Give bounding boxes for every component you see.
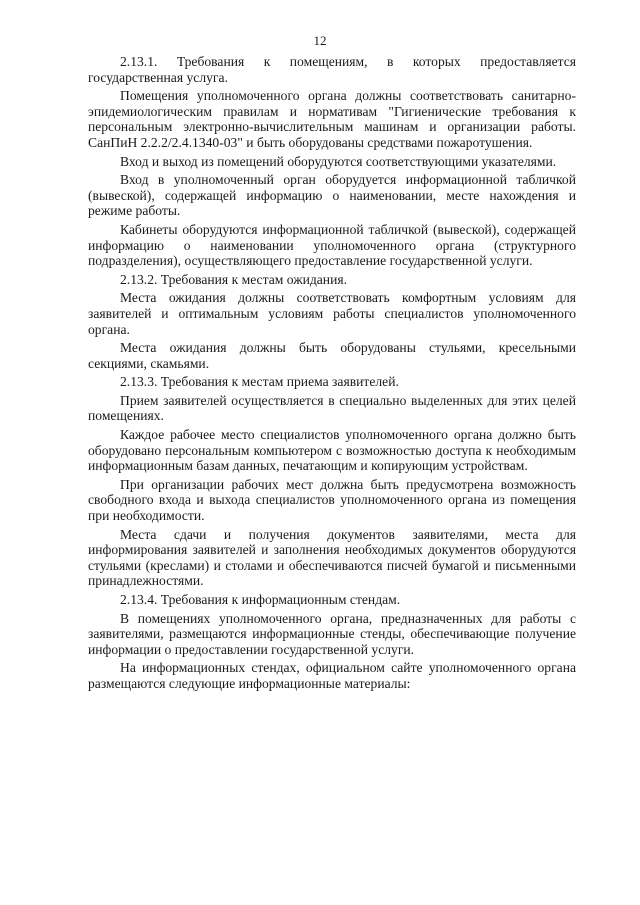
paragraph-waiting-comfort: Места ожидания должны соответствовать комфортным условиям для заявителей и оптимальным условиям работы специалистов уполномоченного органа. — [88, 290, 576, 337]
paragraph-entrance-plate: Вход в уполномоченный орган оборудуется информационной табличкой (вывеской), содержащей информацию о наименовании, месте нахождения и режиме работы. — [88, 172, 576, 219]
paragraph-2-13-1-heading: 2.13.1. Требования к помещениям, в которых предоставляется государственная услуга. — [88, 54, 576, 85]
paragraph-waiting-furniture: Места ожидания должны быть оборудованы стульями, кресельными секциями, скамьями. — [88, 340, 576, 371]
paragraph-2-13-4-heading: 2.13.4. Требования к информационным стендам. — [120, 592, 401, 607]
paragraph-workplace-equipment: Каждое рабочее место специалистов уполномоченного органа должно быть оборудовано персональным компьютером с возможностью доступа к необходимым информационным базам данных, печатающим и копирующим устройствам. — [88, 427, 576, 474]
paragraph-2-13-2-heading: 2.13.2. Требования к местам ожидания. — [120, 271, 348, 287]
paragraph-entrance-signs: Вход и выход из помещений оборудуются соответствующими указателями. — [120, 153, 557, 169]
paragraph-info-stands: В помещениях уполномоченного органа, предназначенных для работы с заявителями, размещаются информационные стенды, обеспечивающие получение информации о предоставлении государственной услуги. — [88, 610, 576, 657]
page-number: 12 — [313, 33, 327, 48]
paragraph-workplace-access: При организации рабочих мест должна быть предусмотрена возможность свободного входа и выхода специалистов уполномоченного органа из помещения при необходимости. — [88, 476, 576, 524]
paragraph-info-materials: На информационных стендах, официальном сайте уполномоченного органа размещаются следующие информационные материалы: — [88, 660, 576, 691]
paragraph-sanitary-requirements: Помещения уполномоченного органа должны соответствовать санитарно-эпидемиологическим правилам и нормативам "Гигиенические требования к персональным электронно-вычислительным машинам и организации работы. СанПиН 2.2.2/2.4.1340-03" и быть оборудованы средствами пожаротушения. — [88, 88, 576, 150]
paragraph-cabinet-plates: Кабинеты оборудуются информационной табличкой (вывеской), содержащей информацию о наименовании уполномоченного органа (структурного подразделения), осуществляющего предоставление государственной услуги. — [88, 221, 576, 269]
paragraph-2-13-3-heading: 2.13.3. Требования к местам приема заявителей. — [120, 374, 399, 390]
document-body — [88, 54, 576, 695]
paragraph-document-places: Места сдачи и получения документов заявителями, места для информирования заявителей и заполнения необходимых документов оборудуются стульями (креслами) и столами и обеспечиваются писчей бумагой и письменными принадлежностями. — [88, 526, 576, 589]
paragraph-reception-rooms: Прием заявителей осуществляется в специально выделенных для этих целей помещениях. — [88, 392, 576, 424]
